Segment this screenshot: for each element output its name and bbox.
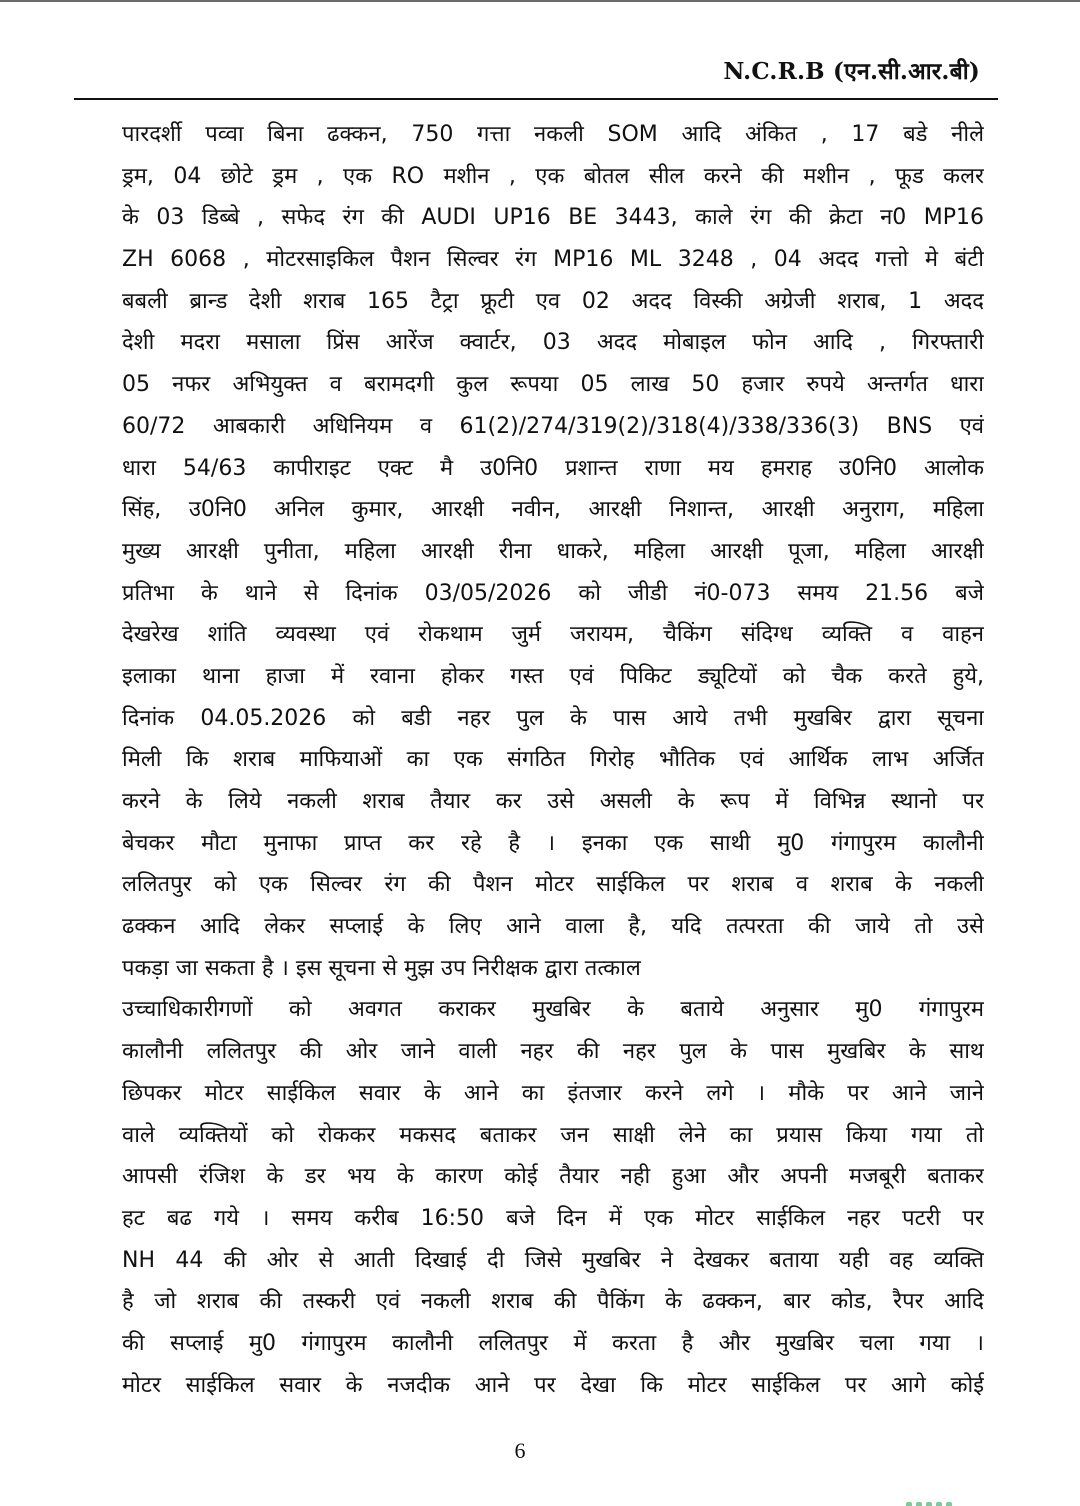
body-line: दिनांक 04.05.2026 को बडी नहर पुल के पास आये तभी मुखबिर द्वारा सूचना bbox=[122, 705, 984, 731]
body-line: मुख्य आरक्षी पुनीता, महिला आरक्षी रीना धाकरे, महिला आरक्षी पूजा, महिला आरक्षी bbox=[122, 538, 984, 564]
body-line: ललितपुर को एक सिल्वर रंग की पैशन मोटर साईकिल पर शराब व शराब के नकली bbox=[122, 872, 984, 898]
body-line: छिपकर मोटर साईकिल सवार के आने का इंतजार करने लगे । मौके पर आने जाने bbox=[122, 1080, 984, 1106]
body-line: प्रतिभा के थाने से दिनांक 03/05/2026 को जीडी नं0-073 समय 21.56 बजे bbox=[122, 580, 984, 606]
body-line: धारा 54/63 कापीराइट एक्ट मै उ0नि0 प्रशान्त राणा मय हमराह उ0नि0 आलोक bbox=[122, 455, 984, 481]
body-line: मोटर साईकिल सवार के नजदीक आने पर देखा कि मोटर साईकिल पर आगे कोई bbox=[122, 1372, 984, 1398]
body-line: ड्रम, 04 छोटे ड्रम , एक RO मशीन , एक बोतल सील करने की मशीन , फूड कलर bbox=[122, 163, 984, 189]
body-line: करने के लिये नकली शराब तैयार कर उसे असली के रूप में विभिन्न स्थानो पर bbox=[122, 789, 984, 814]
body-line: की सप्लाई मु0 गंगापुरम कालौनी ललितपुर में करता है और मुखबिर चला गया । bbox=[122, 1330, 984, 1356]
body-line: देखरेख शांति व्यवस्था एवं रोकथाम जुर्म जरायम, चैकिंग संदिग्ध व्यक्ति व वाहन bbox=[122, 622, 984, 648]
body-line: बेचकर मौटा मुनाफा प्राप्त कर रहे है । इनका एक साथी मु0 गंगापुरम कालौनी bbox=[122, 830, 984, 856]
body-line: सिंह, उ0नि0 अनिल कुमार, आरक्षी नवीन, आरक्षी निशान्त, आरक्षी अनुराग, महिला bbox=[122, 497, 984, 523]
body-line: 60/72 आबकारी अधिनियम व 61(2)/274/319(2)/318(4)/338/336(3) BNS एवं bbox=[122, 413, 984, 439]
header-divider bbox=[74, 98, 998, 100]
body-line: पकड़ा जा सकता है । इस सूचना से मुझ उप निरीक्षक द्वारा तत्काल bbox=[122, 955, 641, 981]
page-top-border bbox=[0, 0, 1080, 2]
body-line: ढक्कन आदि लेकर सप्लाई के लिए आने वाला है, यदि तत्परता की जाये तो उसे bbox=[122, 914, 984, 940]
corner-watermark-icon bbox=[906, 1500, 966, 1506]
document-body bbox=[122, 114, 984, 1406]
body-line: इलाका थाना हाजा में रवाना होकर गस्त एवं पिकिट ड्यूटियों को चैक करते हुये, bbox=[122, 663, 984, 689]
document-header-title: N.C.R.B (एन.सी.आर.बी) bbox=[723, 58, 980, 85]
body-line: ZH 6068 , मोटरसाइकिल पैशन सिल्वर रंग MP16 ML 3248 , 04 अदद गत्तो मे बंटी bbox=[122, 247, 984, 273]
body-line: मिली कि शराब माफियाओं का एक संगठित गिरोह भौतिक एवं आर्थिक लाभ अर्जित bbox=[122, 747, 984, 773]
body-line: 05 नफर अभियुक्त व बरामदगी कुल रूपया 05 लाख 50 हजार रुपये अन्तर्गत धारा bbox=[122, 372, 984, 398]
body-line: आपसी रंजिश के डर भय के कारण कोई तैयार नही हुआ और अपनी मजबूरी बताकर bbox=[122, 1164, 984, 1190]
body-line: पारदर्शी पव्वा बिना ढक्कन, 750 गत्ता नकली SOM आदि अंकित , 17 बडे नीले bbox=[122, 122, 984, 147]
body-line: देशी मदरा मसाला प्रिंस आरेंज क्वार्टर, 03 अदद मोबाइल फोन आदि , गिरफ्तारी bbox=[122, 330, 984, 356]
body-line: कालौनी ललितपुर की ओर जाने वाली नहर की नहर पुल के पास मुखबिर के साथ bbox=[122, 1039, 984, 1065]
body-line: वाले व्यक्तियों को रोककर मकसद बताकर जन साक्षी लेने का प्रयास किया गया तो bbox=[122, 1122, 984, 1148]
body-line: है जो शराब की तस्करी एवं नकली शराब की पैकिंग के ढक्कन, बार कोड, रैपर आदि bbox=[122, 1289, 984, 1315]
body-line: के 03 डिब्बे , सफेद रंग की AUDI UP16 BE 3443, काले रंग की क्रेटा न0 MP16 bbox=[122, 205, 984, 231]
body-line: हट बढ गये । समय करीब 16:50 बजे दिन में एक मोटर साईकिल नहर पटरी पर bbox=[122, 1205, 984, 1231]
body-line: बबली ब्रान्ड देशी शराब 165 टैट्रा फ्रूटी एव 02 अदद विस्की अग्रेजी शराब, 1 अदद bbox=[122, 288, 984, 314]
body-line: उच्चाधिकारीगणों को अवगत कराकर मुखबिर के बताये अनुसार मु0 गंगापुरम bbox=[122, 997, 984, 1023]
page-number: 6 bbox=[514, 1438, 526, 1463]
body-line: NH 44 की ओर से आती दिखाई दी जिसे मुखबिर ने देखकर बताया यही वह व्यक्ति bbox=[122, 1247, 984, 1273]
